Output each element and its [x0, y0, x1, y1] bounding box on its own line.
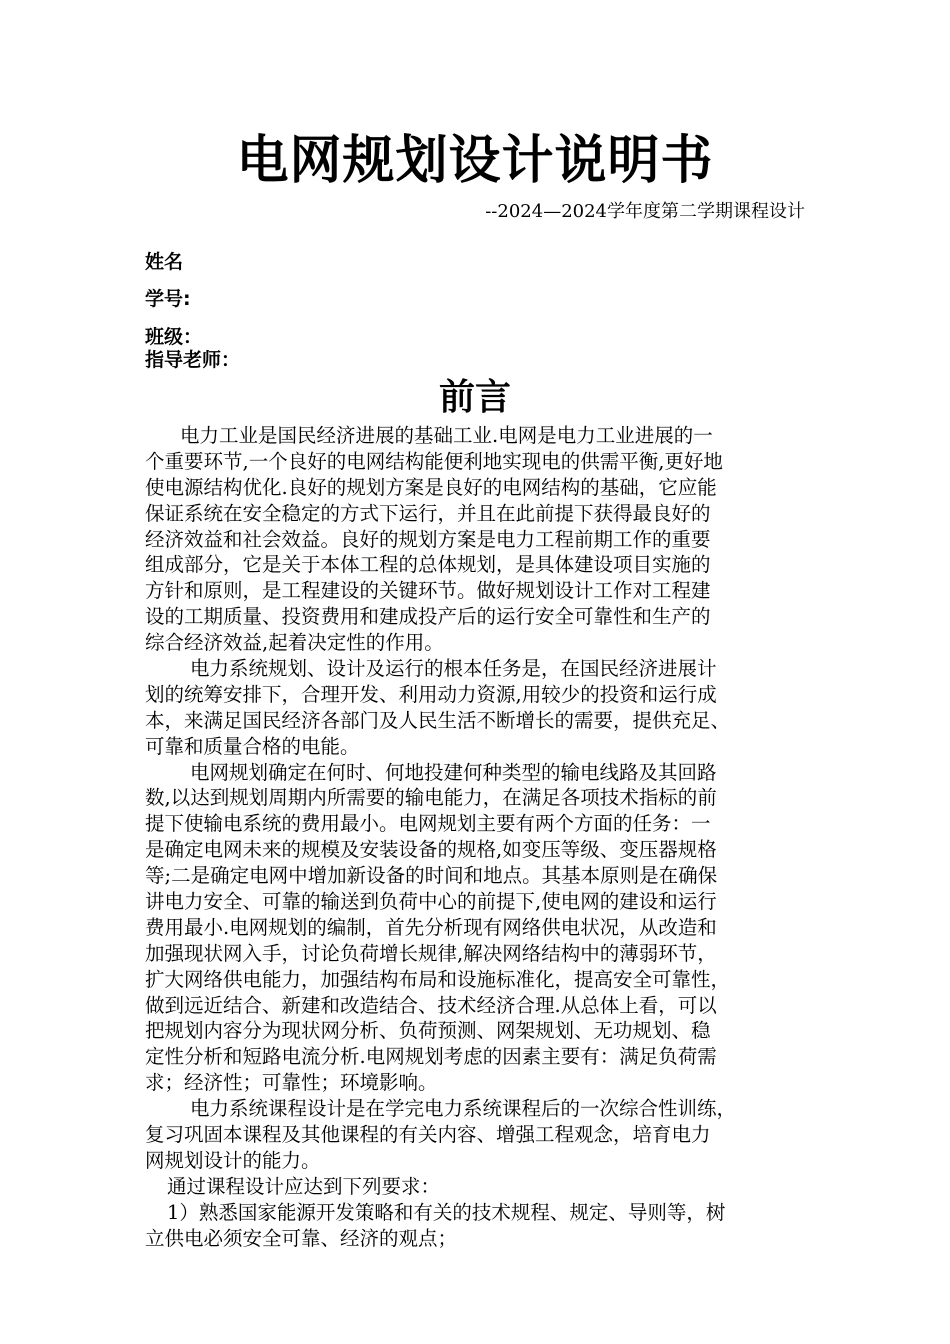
text-line: 电力系统规划、设计及运行的根本任务是，在国民经济进展计 [190, 657, 717, 681]
text-line: 讲电力安全、可靠的输送到负荷中心的前提下,使电网的建设和运行 [145, 890, 717, 914]
text-line: 立供电必须安全可靠、经济的观点； [145, 1226, 458, 1250]
text-line: 组成部分，它是关于本体工程的总体规划，是具体建设项目实施的 [145, 553, 711, 577]
text-line: 数,以达到规划周期内所需要的输电能力，在满足各项技术指标的前 [145, 786, 717, 810]
text-line: 本，来满足国民经济各部门及人民生活不断增长的需要，提供充足、 [145, 708, 731, 732]
text-line: 费用最小.电网规划的编制，首先分析现有网络供电状况，从改造和 [145, 915, 717, 939]
text-line: 使电源结构优化.良好的规划方案是良好的电网结构的基础，它应能 [145, 475, 717, 499]
text-line: 做到远近结合、新建和改造结合、技术经济合理.从总体上看，可以 [145, 993, 717, 1017]
text-line: 电网规划确定在何时、何地投建何种类型的输电线路及其回路 [190, 760, 717, 784]
class-label: 班级： [145, 326, 203, 348]
text-line: 1）熟悉国家能源开发策略和有关的技术规程、规定、导则等，树 [167, 1200, 726, 1224]
text-line: 可靠和质量合格的电能。 [145, 734, 360, 758]
text-line: 定性分析和短路电流分析.电网规划考虑的因素主要有：满足负荷需 [145, 1045, 717, 1069]
text-line: 划的统筹安排下，合理开发、利用动力资源,用较少的投资和运行成 [145, 682, 717, 706]
text-line: 是确定电网未来的规模及安装设备的规格,如变压等级、变压器规格 [145, 838, 717, 862]
text-line: 求；经济性；可靠性；环境影响。 [145, 1071, 438, 1095]
name-label: 姓名 [145, 251, 184, 273]
text-line: 电力系统课程设计是在学完电力系统课程后的一次综合性训练， [190, 1097, 737, 1121]
text-line: 等;二是确定电网中增加新设备的时间和地点。其基本原则是在确保 [145, 864, 718, 888]
text-line: 复习巩固本课程及其他课程的有关内容、增强工程观念，培育电力 [145, 1123, 711, 1147]
preface-heading: 前言 [438, 377, 511, 418]
text-line: 通过课程设计应达到下列要求： [167, 1174, 441, 1198]
text-line: 电力工业是国民经济进展的基础工业.电网是电力工业进展的一 [180, 424, 713, 447]
text-line: 把规划内容分为现状网分析、负荷预测、网架规划、无功规划、稳 [145, 1019, 711, 1043]
preface-body [145, 423, 807, 1252]
document-title: 电网规划设计说明书 [236, 131, 714, 191]
text-line: 扩大网络供电能力，加强结构布局和设施标准化，提高安全可靠性， [145, 967, 731, 991]
document-subtitle: --2024—2024学年度第二学期课程设计 [485, 201, 805, 222]
advisor-label: 指导老师： [145, 349, 241, 371]
text-line: 方针和原则，是工程建设的关键环节。做好规划设计工作对工程建 [145, 579, 711, 603]
text-line: 个重要环节,一个良好的电网结构能便利地实现电的供需平衡,更好地 [145, 449, 723, 473]
text-line: 设的工期质量、投资费用和建成投产后的运行安全可靠性和生产的 [145, 605, 711, 629]
text-line: 加强现状网入手，讨论负荷增长规律,解决网络结构中的薄弱环节， [145, 941, 717, 965]
student-id-label: 学号: [145, 288, 191, 310]
text-line: 保证系统在安全稳定的方式下运行，并且在此前提下获得最良好的 [145, 501, 711, 525]
text-line: 经济效益和社会效益。良好的规划方案是电力工程前期工作的重要 [145, 527, 711, 551]
text-line: 提下使输电系统的费用最小。电网规划主要有两个方面的任务：一 [145, 812, 711, 836]
text-line: 综合经济效益,起着决定性的作用。 [145, 631, 444, 655]
text-line: 网规划设计的能力。 [145, 1148, 321, 1172]
